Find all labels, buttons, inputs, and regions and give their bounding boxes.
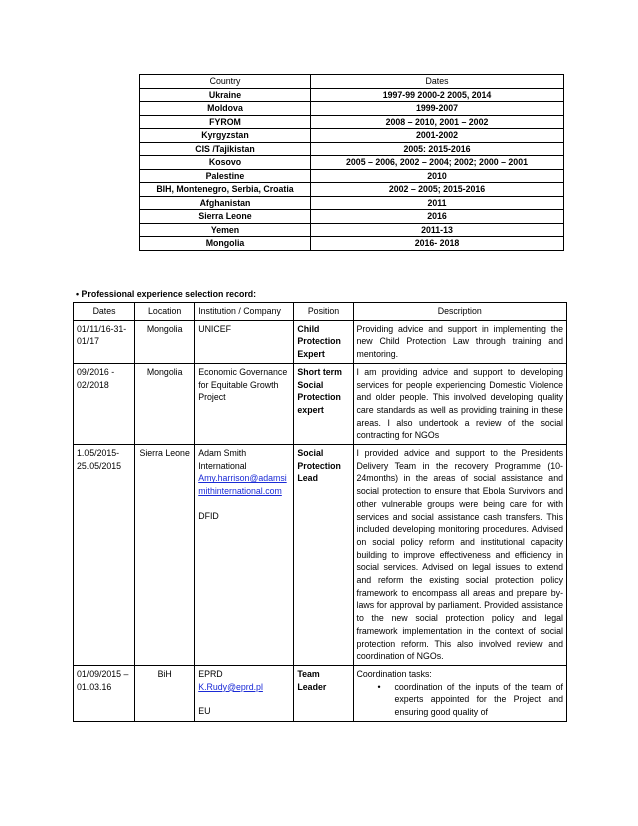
header-institution: Institution / Company	[195, 303, 294, 321]
country-cell: Afghanistan	[140, 196, 311, 210]
country-table-row	[140, 115, 564, 129]
country-table-row	[140, 223, 564, 237]
experience-header-row	[74, 303, 567, 321]
experience-row	[74, 320, 567, 363]
experience-row	[74, 445, 567, 666]
row-description: I provided advice and support to the Presidents Delivery Team in the recovery Programme (10-24months) in the areas of social assistance and social protection to ensure that Ebola Survivors and other vulnerable groups were being care for with services and social assistance cash transfers. This included developing monitoring procedures. Advised on social policy reform and institutional capacity building to improve effectiveness and efficiency in social services. Advised on legal issues to extend and reform the existing social protection policy framework to encompass all areas and prepare by-laws for approval by parliament. Provided assistance to the new social protection policy and legal framework implementation in the context of social protection reform. This also involved review and coordination of NGOs.	[353, 445, 566, 666]
country-table-row	[140, 129, 564, 143]
country-table-row	[140, 169, 564, 183]
country-cell: Moldova	[140, 102, 311, 116]
row-institution: Adam Smith International	[198, 448, 247, 471]
country-table-row	[140, 210, 564, 224]
experience-table	[73, 302, 567, 722]
row-dates: 01/09/2015 – 01.03.16	[74, 665, 135, 721]
country-table-row	[140, 88, 564, 102]
country-cell: Kyrgyzstan	[140, 129, 311, 143]
email-link[interactable]: Amy.harrison@adamsimithinternational.com	[198, 473, 287, 497]
row-institution-cell	[195, 445, 294, 666]
email-link[interactable]: K.Rudy@eprd.pl	[198, 681, 263, 692]
country-cell: CIS /Tajikistan	[140, 142, 311, 156]
row-position: Short term Social Protection expert	[294, 363, 353, 444]
row-dates: 09/2016 - 02/2018	[74, 363, 135, 444]
dates-cell: 2005: 2015-2016	[311, 142, 564, 156]
dates-cell: 2001-2002	[311, 129, 564, 143]
dates-cell: 1999-2007	[311, 102, 564, 116]
country-cell: Ukraine	[140, 88, 311, 102]
row-location: BiH	[135, 665, 195, 721]
country-table-row	[140, 183, 564, 197]
task-list-item: • coordination of the inputs of the team of experts appointed for the Project and ensuring good quality of	[395, 681, 563, 719]
row-institution: EPRD	[198, 668, 223, 679]
country-table-row	[140, 156, 564, 170]
task-list	[357, 681, 563, 719]
country-table-row	[140, 237, 564, 251]
dates-cell: 2002 – 2005; 2015-2016	[311, 183, 564, 197]
dates-cell: 2016	[311, 210, 564, 224]
header-dates: Dates	[74, 303, 135, 321]
row-location: Mongolia	[135, 320, 195, 363]
row-location: Sierra Leone	[135, 445, 195, 666]
country-table-row	[140, 142, 564, 156]
country-cell: Mongolia	[140, 237, 311, 251]
row-description: Coordination tasks:	[356, 668, 432, 679]
row-institution: Economic Governance for Equitable Growth Project	[195, 363, 294, 444]
country-table-row	[140, 196, 564, 210]
row-location: Mongolia	[135, 363, 195, 444]
row-description: I am providing advice and support to developing services for people experiencing Domestic Violence and older people. This involved developing quality care standards as well as providing training in these areas. I also undertook a review of the social contracting for NGOs	[353, 363, 566, 444]
dates-cell: 2008 – 2010, 2001 – 2002	[311, 115, 564, 129]
row-description-cell	[353, 665, 566, 721]
dates-cell: 2011-13	[311, 223, 564, 237]
country-cell: FYROM	[140, 115, 311, 129]
dates-cell: 1997-99 2000-2 2005, 2014	[311, 88, 564, 102]
header-position: Position	[294, 303, 353, 321]
row-dates: 1.05/2015-25.05/2015	[74, 445, 135, 666]
row-position: Social Protection Lead	[294, 445, 353, 666]
experience-row	[74, 665, 567, 721]
country-cell: BIH, Montenegro, Serbia, Croatia	[140, 183, 311, 197]
experience-row	[74, 363, 567, 444]
row-funder: DFID	[198, 510, 219, 521]
row-funder: EU	[198, 706, 211, 717]
country-cell: Sierra Leone	[140, 210, 311, 224]
country-column-header: Country	[140, 75, 311, 89]
row-institution: UNICEF	[195, 320, 294, 363]
row-dates: 01/11/16-31-01/17	[74, 320, 135, 363]
header-location: Location	[135, 303, 195, 321]
dates-cell: 2005 – 2006, 2002 – 2004; 2002; 2000 – 2001	[311, 156, 564, 170]
row-position: Team Leader	[294, 665, 353, 721]
country-cell: Yemen	[140, 223, 311, 237]
row-position: Child Protection Expert	[294, 320, 353, 363]
section-heading: • Professional experience selection record:	[76, 289, 257, 299]
country-table-body	[140, 75, 564, 251]
country-cell: Kosovo	[140, 156, 311, 170]
row-institution-cell	[195, 665, 294, 721]
dates-column-header: Dates	[311, 75, 564, 89]
country-table-row	[140, 102, 564, 116]
country-dates-table	[139, 74, 564, 251]
country-table-header-row	[140, 75, 564, 89]
dates-cell: 2010	[311, 169, 564, 183]
dates-cell: 2011	[311, 196, 564, 210]
row-description: Providing advice and support in implementing the new Child Protection Law through training and mentoring.	[353, 320, 566, 363]
country-cell: Palestine	[140, 169, 311, 183]
dates-cell: 2016- 2018	[311, 237, 564, 251]
header-description: Description	[353, 303, 566, 321]
